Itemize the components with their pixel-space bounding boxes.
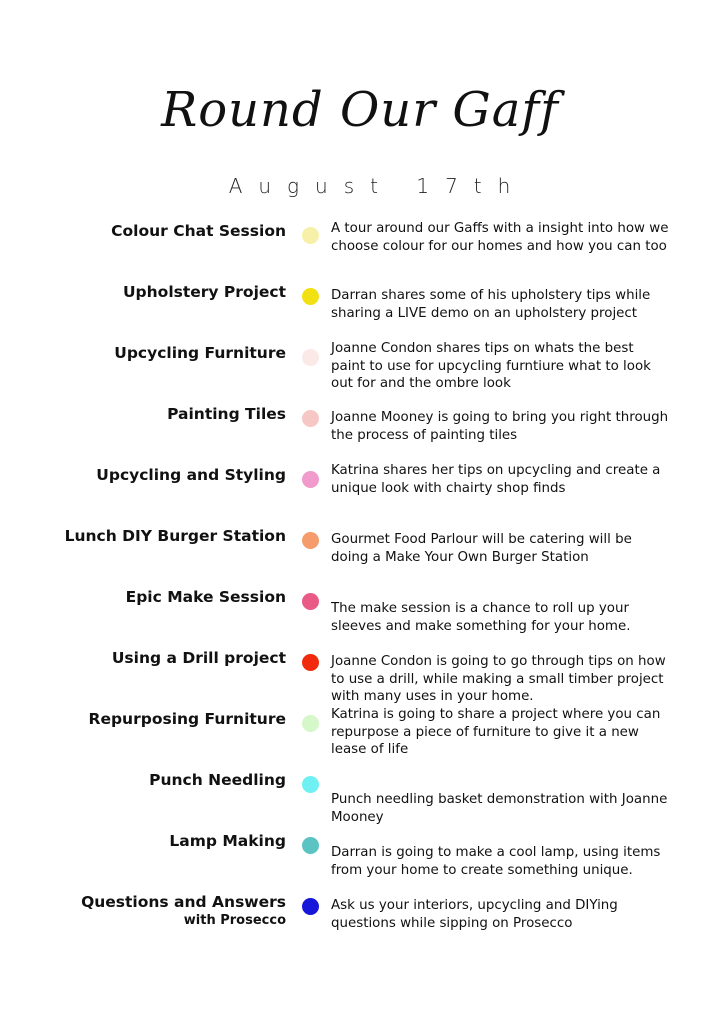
schedule-item: [0, 707, 720, 770]
color-dot-icon: [302, 532, 319, 549]
schedule-item: [0, 341, 720, 404]
session-name: Upcycling and Styling: [96, 466, 286, 484]
session-name: Colour Chat Session: [111, 222, 286, 240]
session-description: A tour around our Gaffs with a insight into how we choose colour for our homes and how you can too: [331, 221, 669, 254]
schedule-item: [0, 283, 720, 343]
page-title: Round Our Gaff: [161, 82, 559, 138]
schedule-item: [0, 893, 720, 953]
session-name: Upholstery Project: [122, 283, 286, 301]
color-dot-icon: [302, 471, 319, 488]
session-description: The make session is a chance to roll up your sleeves and make something for your home.: [331, 601, 631, 634]
session-name: Punch Needling: [149, 771, 286, 789]
color-dot-icon: [302, 776, 319, 793]
color-dot-icon: [302, 593, 319, 610]
session-subtitle: with Prosecco: [183, 913, 286, 928]
session-name: Lamp Making: [169, 832, 286, 850]
session-description: Darran shares some of his upholstery tips while sharing a LIVE demo on an upholstery project: [331, 288, 651, 321]
session-description: Ask us your interiors, upcycling and DIYing questions while sipping on Prosecco: [331, 898, 618, 931]
session-name: Repurposing Furniture: [88, 710, 286, 728]
session-description: Joanne Condon shares tips on whats the best paint to use for upcycling furntiure what to look out for and the ombre look: [331, 341, 651, 391]
event-date: August 17th: [228, 174, 527, 198]
color-dot-icon: [302, 288, 319, 305]
color-dot-icon: [302, 654, 319, 671]
session-description: Gourmet Food Parlour will be catering will be doing a Make Your Own Burger Station: [331, 532, 632, 565]
schedule-item: [0, 405, 720, 465]
schedule-item: [0, 649, 720, 709]
color-dot-icon: [302, 349, 319, 366]
color-dot-icon: [302, 837, 319, 854]
schedule-item: [0, 832, 720, 892]
session-name: Questions and Answers: [81, 893, 286, 911]
schedule-item: [0, 463, 720, 526]
color-dot-icon: [302, 410, 319, 427]
color-dot-icon: [302, 715, 319, 732]
session-name: Using a Drill project: [111, 649, 286, 667]
schedule-item: [0, 588, 720, 648]
session-name: Painting Tiles: [167, 405, 286, 423]
session-description: Joanne Mooney is going to bring you right through the process of painting tiles: [331, 410, 669, 443]
schedule-item: [0, 222, 720, 282]
session-description: Punch needling basket demonstration with Joanne Mooney: [331, 792, 668, 825]
schedule-item: [0, 771, 720, 831]
color-dot-icon: [302, 227, 319, 244]
session-description: Darran is going to make a cool lamp, using items from your home to create something unique.: [331, 845, 661, 878]
session-description: Joanne Condon is going to go through tips on how to use a drill, while making a small timber project with many uses in your home.: [331, 654, 666, 704]
session-name: Epic Make Session: [125, 588, 286, 606]
schedule-item: [0, 527, 720, 587]
color-dot-icon: [302, 898, 319, 915]
session-description: Katrina shares her tips on upcycling and create a unique look with chairty shop finds: [331, 463, 661, 496]
session-name: Upcycling Furniture: [114, 344, 286, 362]
session-name: Lunch DIY Burger Station: [64, 527, 286, 545]
session-description: Katrina is going to share a project where you can repurpose a piece of furniture to give it a new lease of life: [331, 707, 661, 757]
